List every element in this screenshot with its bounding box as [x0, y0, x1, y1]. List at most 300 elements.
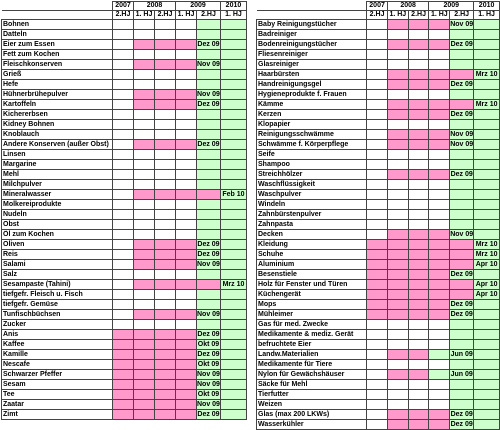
period-cell — [367, 250, 388, 260]
table-row — [2, 250, 247, 260]
table-row — [257, 60, 500, 70]
item-name: Seife — [257, 150, 367, 160]
item-name: Eier zum Essen — [2, 40, 113, 50]
date-label: Nov 09 — [197, 401, 220, 408]
item-name: Oliven — [2, 240, 113, 250]
period-cell — [176, 230, 197, 240]
half-year-header: 1. HJ — [134, 11, 155, 20]
table-row — [257, 380, 500, 390]
period-cell — [220, 140, 246, 150]
half-year-header: 2.HJ — [113, 11, 134, 20]
period-cell — [134, 200, 155, 210]
period-cell — [176, 100, 197, 110]
period-cell — [429, 320, 450, 330]
period-cell — [474, 310, 500, 320]
period-cell — [113, 320, 134, 330]
date-label: Apr 10 — [474, 260, 500, 270]
period-cell — [134, 300, 155, 310]
item-name: Zimt — [2, 410, 113, 420]
period-cell — [474, 60, 500, 70]
period-cell — [197, 110, 221, 120]
goods-table-right — [256, 1, 500, 430]
period-cell — [429, 240, 450, 250]
period-cell — [220, 60, 246, 70]
period-cell — [155, 270, 176, 280]
period-cell — [387, 170, 408, 180]
period-cell — [450, 90, 474, 100]
period-cell — [474, 20, 500, 30]
period-cell — [408, 390, 429, 400]
period-cell — [429, 310, 450, 320]
table-row — [2, 30, 247, 40]
period-cell — [387, 280, 408, 290]
period-cell — [429, 380, 450, 390]
period-cell — [220, 380, 246, 390]
table-row — [2, 70, 247, 80]
table-row — [257, 260, 500, 270]
period-cell — [220, 200, 246, 210]
table-row — [257, 150, 500, 160]
period-cell — [155, 190, 176, 200]
period-cell — [474, 190, 500, 200]
item-name: Reinigungsschwämme — [257, 130, 367, 140]
period-cell — [176, 270, 197, 280]
period-cell — [450, 160, 474, 170]
period-cell — [113, 170, 134, 180]
table-row — [2, 260, 247, 270]
period-cell — [474, 330, 500, 340]
period-cell — [387, 30, 408, 40]
period-cell — [367, 230, 388, 240]
period-cell — [367, 70, 388, 80]
period-cell — [474, 230, 500, 240]
half-year-header: 1. HJ — [176, 11, 197, 20]
table-row — [2, 120, 247, 130]
period-cell — [220, 290, 246, 300]
period-cell — [387, 100, 408, 110]
period-cell — [429, 100, 450, 110]
period-cell — [113, 260, 134, 270]
table-row — [2, 50, 247, 60]
period-cell — [450, 290, 474, 300]
period-cell — [197, 290, 221, 300]
period-cell — [387, 60, 408, 70]
period-cell — [176, 290, 197, 300]
period-cell — [134, 130, 155, 140]
date-label: Jun 09 — [450, 351, 473, 358]
period-cell — [429, 360, 450, 370]
period-cell — [176, 360, 197, 370]
item-name: Öl zum Kochen — [2, 230, 113, 240]
item-name: Hühnerbrühepulver — [2, 90, 113, 100]
item-name: Schuhe — [257, 250, 367, 260]
period-cell — [176, 410, 197, 420]
period-cell — [134, 100, 155, 110]
item-name: Mops — [257, 300, 367, 310]
item-name: Nudeln — [2, 210, 113, 220]
period-cell — [387, 390, 408, 400]
period-cell — [113, 70, 134, 80]
table-row — [2, 360, 247, 370]
item-name: Reis — [2, 250, 113, 260]
period-cell — [197, 210, 221, 220]
period-cell — [155, 180, 176, 190]
period-cell — [134, 260, 155, 270]
period-cell — [176, 20, 197, 30]
period-cell — [450, 50, 474, 60]
table-row — [257, 400, 500, 410]
period-cell — [367, 270, 388, 280]
period-cell — [134, 190, 155, 200]
period-cell — [155, 140, 176, 150]
table-row — [2, 130, 247, 140]
table-row — [2, 210, 247, 220]
item-name: Decken — [257, 230, 367, 240]
header-blank — [2, 11, 113, 20]
item-name: Fliesenreiniger — [257, 50, 367, 60]
period-cell — [429, 190, 450, 200]
table-row — [2, 180, 247, 190]
period-cell — [113, 60, 134, 70]
period-cell — [387, 200, 408, 210]
period-cell — [113, 180, 134, 190]
period-cell — [220, 210, 246, 220]
period-cell — [134, 30, 155, 40]
period-cell — [113, 240, 134, 250]
period-cell — [220, 20, 246, 30]
period-cell — [220, 40, 246, 50]
item-name: Gas für med. Zwecke — [257, 320, 367, 330]
period-cell — [367, 40, 388, 50]
item-name: Kerzen — [257, 110, 367, 120]
year-header-row — [257, 2, 500, 11]
period-cell — [367, 210, 388, 220]
period-cell — [155, 30, 176, 40]
period-cell — [429, 20, 450, 30]
period-cell — [220, 400, 246, 410]
period-cell — [474, 80, 500, 90]
period-cell — [387, 190, 408, 200]
table-row — [2, 350, 247, 360]
period-cell — [387, 50, 408, 60]
period-cell — [113, 400, 134, 410]
period-cell — [429, 70, 450, 80]
item-name: Streichhölzer — [257, 170, 367, 180]
half-year-header: 2.HJ — [450, 11, 474, 20]
date-label: Dez 09 — [197, 331, 220, 338]
item-name: Margarine — [2, 160, 113, 170]
period-cell — [155, 400, 176, 410]
period-cell — [113, 50, 134, 60]
period-cell — [155, 240, 176, 250]
item-name: Windeln — [257, 200, 367, 210]
period-cell — [134, 170, 155, 180]
period-cell — [155, 410, 176, 420]
period-cell — [474, 120, 500, 130]
period-cell — [474, 370, 500, 380]
period-cell — [474, 40, 500, 50]
period-cell — [176, 130, 197, 140]
period-cell — [408, 270, 429, 280]
table-row — [257, 270, 500, 280]
period-cell — [134, 230, 155, 240]
period-cell — [367, 60, 388, 70]
period-cell — [134, 120, 155, 130]
period-cell — [474, 160, 500, 170]
period-cell — [113, 390, 134, 400]
period-cell — [387, 370, 408, 380]
period-cell — [220, 100, 246, 110]
item-name: Sesam — [2, 380, 113, 390]
period-cell — [387, 150, 408, 160]
period-cell — [220, 350, 246, 360]
period-cell — [429, 290, 450, 300]
table-row — [257, 350, 500, 360]
period-cell — [387, 110, 408, 120]
period-cell — [176, 90, 197, 100]
period-cell — [387, 20, 408, 30]
period-cell — [429, 110, 450, 120]
period-cell — [176, 80, 197, 90]
item-name: Haarbürsten — [257, 70, 367, 80]
period-cell — [429, 60, 450, 70]
period-cell — [176, 240, 197, 250]
period-cell — [113, 270, 134, 280]
table-row — [257, 20, 500, 30]
period-cell — [197, 270, 221, 280]
period-cell — [367, 20, 388, 30]
item-name: Küchengerät — [257, 290, 367, 300]
half-year-header: 2.HJ — [408, 11, 429, 20]
period-cell — [113, 90, 134, 100]
period-cell — [220, 270, 246, 280]
period-cell — [367, 100, 388, 110]
period-cell — [429, 340, 450, 350]
item-name: tiefgefr. Fleisch u. Fisch — [2, 290, 113, 300]
period-cell — [367, 410, 388, 420]
period-cell — [367, 350, 388, 360]
period-cell — [387, 80, 408, 90]
period-cell — [220, 250, 246, 260]
period-cell — [367, 240, 388, 250]
period-cell — [408, 370, 429, 380]
period-cell — [474, 30, 500, 40]
item-name: Kamille — [2, 350, 113, 360]
item-name: Kämme — [257, 100, 367, 110]
period-cell — [387, 270, 408, 280]
item-name: Datteln — [2, 30, 113, 40]
period-cell — [367, 380, 388, 390]
period-cell — [429, 40, 450, 50]
period-cell — [450, 240, 474, 250]
period-cell — [220, 170, 246, 180]
period-cell — [134, 140, 155, 150]
date-label: Mrz 10 — [220, 280, 246, 290]
period-cell — [176, 170, 197, 180]
year-header: 2010 — [474, 2, 500, 11]
period-cell — [197, 130, 221, 140]
item-name: Waschflüssigkeit — [257, 180, 367, 190]
period-cell — [134, 290, 155, 300]
period-cell — [429, 80, 450, 90]
period-cell — [220, 50, 246, 60]
table-row — [2, 220, 247, 230]
item-name: Medikamente für Tiere — [257, 360, 367, 370]
date-label: Jun 09 — [450, 371, 473, 378]
period-cell — [220, 150, 246, 160]
date-label: Dez 09 — [450, 271, 473, 278]
period-cell — [220, 310, 246, 320]
table-row — [257, 230, 500, 240]
period-cell — [134, 160, 155, 170]
period-cell — [197, 180, 221, 190]
period-cell — [155, 330, 176, 340]
period-cell — [387, 180, 408, 190]
period-cell — [155, 370, 176, 380]
period-cell — [387, 330, 408, 340]
period-cell — [176, 280, 197, 290]
period-cell — [408, 290, 429, 300]
period-cell — [155, 340, 176, 350]
period-cell — [367, 180, 388, 190]
item-name: Knoblauch — [2, 130, 113, 140]
half-year-header-row — [257, 11, 500, 20]
table-row — [2, 390, 247, 400]
item-name: Linsen — [2, 150, 113, 160]
period-cell — [367, 90, 388, 100]
date-label: Nov 09 — [197, 61, 220, 68]
period-cell — [429, 390, 450, 400]
period-cell — [408, 230, 429, 240]
year-header: 2008 — [134, 2, 176, 11]
period-cell — [474, 150, 500, 160]
item-name: Molkereiprodukte — [2, 200, 113, 210]
table-row — [2, 280, 247, 290]
item-name: Schwarzer Pfeffer — [2, 370, 113, 380]
period-cell — [408, 200, 429, 210]
period-cell — [367, 220, 388, 230]
year-header: 2010 — [220, 2, 246, 11]
period-cell — [176, 300, 197, 310]
period-cell — [474, 170, 500, 180]
period-cell — [408, 220, 429, 230]
period-cell — [450, 210, 474, 220]
item-name: Zucker — [2, 320, 113, 330]
period-cell — [176, 50, 197, 60]
period-cell — [176, 260, 197, 270]
period-cell — [155, 300, 176, 310]
period-cell — [113, 150, 134, 160]
date-label: Dez 09 — [197, 411, 220, 418]
period-cell — [134, 310, 155, 320]
period-cell — [220, 390, 246, 400]
date-label: Nov 09 — [450, 131, 474, 138]
table-row — [2, 230, 247, 240]
period-cell — [429, 220, 450, 230]
period-cell — [197, 120, 221, 130]
period-cell — [387, 260, 408, 270]
period-cell — [387, 350, 408, 360]
period-cell — [367, 140, 388, 150]
period-cell — [367, 370, 388, 380]
period-cell — [387, 240, 408, 250]
period-cell — [113, 210, 134, 220]
date-label: Okt 09 — [197, 341, 220, 348]
period-cell — [429, 90, 450, 100]
table-row — [257, 120, 500, 130]
period-cell — [176, 350, 197, 360]
table-row — [2, 100, 247, 110]
period-cell — [408, 30, 429, 40]
period-cell — [367, 170, 388, 180]
period-cell — [155, 150, 176, 160]
period-cell — [155, 380, 176, 390]
table-row — [2, 110, 247, 120]
period-cell — [113, 220, 134, 230]
period-cell — [429, 420, 450, 430]
half-year-header: 1. HJ — [429, 11, 450, 20]
table-row — [257, 200, 500, 210]
item-name: Kaffee — [2, 340, 113, 350]
period-cell — [134, 400, 155, 410]
period-cell — [113, 300, 134, 310]
item-name: Kartoffeln — [2, 100, 113, 110]
period-cell — [429, 180, 450, 190]
period-cell — [367, 130, 388, 140]
period-cell — [367, 30, 388, 40]
half-year-header: 1. HJ — [474, 11, 500, 20]
period-cell — [134, 370, 155, 380]
period-cell — [113, 130, 134, 140]
period-cell — [176, 110, 197, 120]
item-name: Tunfischbüchsen — [2, 310, 113, 320]
period-cell — [387, 320, 408, 330]
date-label: Nov 09 — [450, 141, 474, 148]
period-cell — [429, 170, 450, 180]
period-cell — [408, 420, 429, 430]
period-cell — [176, 30, 197, 40]
table-row — [257, 140, 500, 150]
period-cell — [197, 170, 221, 180]
period-cell — [197, 70, 221, 80]
period-cell — [450, 150, 474, 160]
period-cell — [220, 90, 246, 100]
table-row — [2, 80, 247, 90]
item-name: Hefe — [2, 80, 113, 90]
year-header: 2009 — [429, 2, 474, 11]
period-cell — [113, 340, 134, 350]
year-header: 2007 — [367, 2, 388, 11]
period-cell — [387, 420, 408, 430]
item-name: Weizen — [257, 400, 367, 410]
header-blank — [257, 2, 367, 11]
period-cell — [429, 260, 450, 270]
item-name: Fett zum Kochen — [2, 50, 113, 60]
period-cell — [113, 190, 134, 200]
table-row — [257, 190, 500, 200]
period-cell — [220, 370, 246, 380]
item-name: Obst — [2, 220, 113, 230]
item-name: Kleidung — [257, 240, 367, 250]
period-cell — [220, 260, 246, 270]
period-cell — [155, 200, 176, 210]
period-cell — [134, 220, 155, 230]
period-cell — [367, 200, 388, 210]
period-cell — [408, 320, 429, 330]
period-cell — [113, 20, 134, 30]
table-row — [257, 220, 500, 230]
period-cell — [220, 80, 246, 90]
